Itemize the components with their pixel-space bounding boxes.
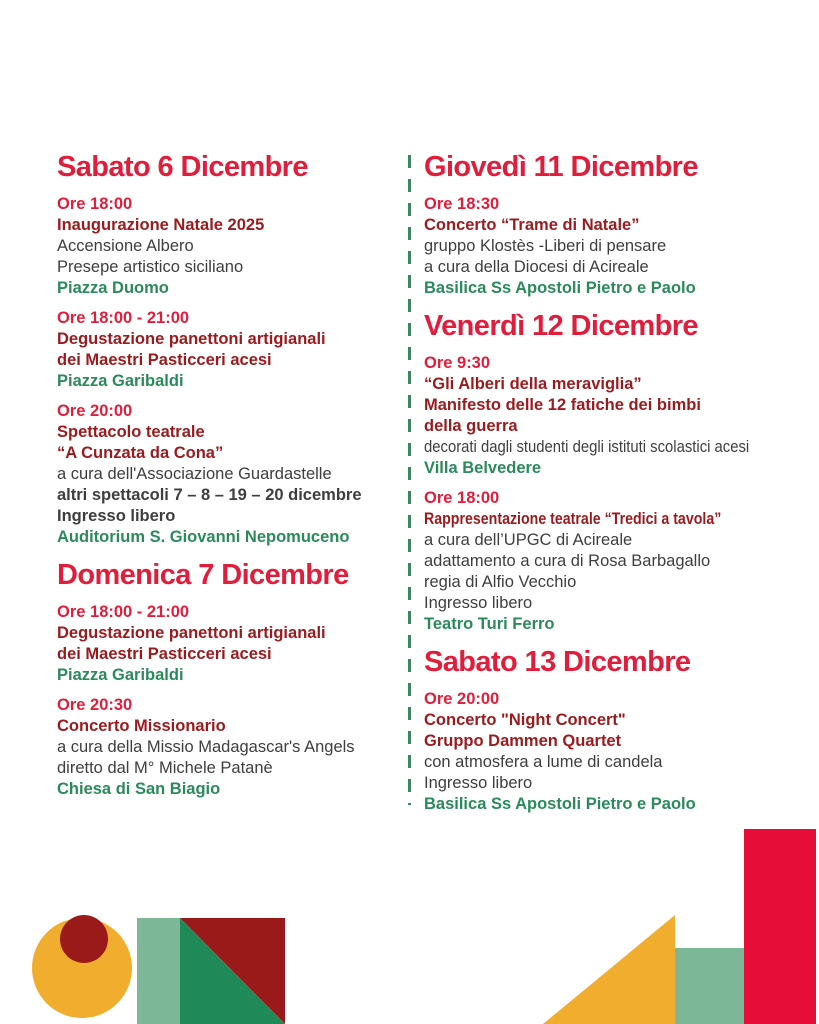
event-time: Ore 20:00 xyxy=(424,690,500,708)
section-giovedi-11 xyxy=(424,150,802,299)
event-title: “Gli Alberi della meraviglia” xyxy=(424,375,642,393)
event-venue: Basilica Ss Apostoli Pietro e Paolo xyxy=(424,279,696,297)
event-title: Concerto "Night Concert" xyxy=(424,711,626,729)
event-time: Ore 20:00 xyxy=(57,402,133,420)
event-title: Rappresentazione teatrale “Tredici a tavola” xyxy=(424,510,722,528)
event xyxy=(424,689,802,815)
day-heading: Venerdì 12 Dicembre xyxy=(424,310,698,342)
event xyxy=(424,194,802,299)
event-detail: Ingresso libero xyxy=(424,594,533,612)
light-green-rectangle-shape xyxy=(137,918,180,1024)
event-venue: Piazza Duomo xyxy=(57,279,169,297)
event xyxy=(57,401,392,548)
event-title: Concerto “Trame di Natale” xyxy=(424,216,640,234)
event-venue: Auditorium S. Giovanni Nepomuceno xyxy=(57,528,350,546)
event-title: Concerto Missionario xyxy=(57,717,226,735)
red-rectangle-shape xyxy=(744,829,816,1024)
event-time: Ore 18:00 - 21:00 xyxy=(57,603,190,621)
event xyxy=(57,602,392,686)
event-title: Spettacolo teatrale xyxy=(57,423,205,441)
green-rectangle-shape xyxy=(675,948,744,1024)
section-sabato-6 xyxy=(57,150,392,548)
day-heading: Giovedì 11 Dicembre xyxy=(424,151,698,183)
event xyxy=(57,194,392,299)
event-title: Manifesto delle 12 fatiche dei bimbi xyxy=(424,396,701,414)
day-heading: Sabato 13 Dicembre xyxy=(424,646,691,678)
yellow-triangle-shape xyxy=(543,915,675,1024)
column-right xyxy=(424,150,802,824)
event-title: dei Maestri Pasticceri acesi xyxy=(57,645,272,663)
column-divider xyxy=(408,155,411,805)
event-venue: Villa Belvedere xyxy=(424,459,542,477)
event-title: dei Maestri Pasticceri acesi xyxy=(57,351,272,369)
event-venue: Piazza Garibaldi xyxy=(57,372,184,390)
event-detail: diretto dal M° Michele Patanè xyxy=(57,759,273,777)
event xyxy=(424,353,802,479)
event xyxy=(424,488,802,635)
event-detail: gruppo Klostès -Liberi di pensare xyxy=(424,237,667,255)
event-detail: decorati dagli studenti degli istituti scolastici acesi xyxy=(424,438,750,456)
day-heading: Domenica 7 Dicembre xyxy=(57,559,349,591)
section-domenica-7 xyxy=(57,558,392,800)
event-detail: Ingresso libero xyxy=(57,507,176,525)
day-heading: Sabato 6 Dicembre xyxy=(57,151,308,183)
event-detail: a cura della Missio Madagascar's Angels xyxy=(57,738,355,756)
event-time: Ore 18:00 xyxy=(57,195,133,213)
event-detail: a cura della Diocesi di Acireale xyxy=(424,258,649,276)
event-time: Ore 20:30 xyxy=(57,696,133,714)
event-detail: regia di Alfio Vecchio xyxy=(424,573,577,591)
event-title: Inaugurazione Natale 2025 xyxy=(57,216,265,234)
diagonal-split-square-shape xyxy=(180,918,285,1024)
event-venue: Teatro Turi Ferro xyxy=(424,615,555,633)
event-detail: adattamento a cura di Rosa Barbagallo xyxy=(424,552,711,570)
dark-red-circle-shape xyxy=(60,915,108,963)
event-time: Ore 9:30 xyxy=(424,354,491,372)
event xyxy=(57,695,392,800)
event-detail: Presepe artistico siciliano xyxy=(57,258,244,276)
event-time: Ore 18:00 - 21:00 xyxy=(57,309,190,327)
event-detail: a cura dell’UPGC di Acireale xyxy=(424,531,633,549)
section-venerdi-12 xyxy=(424,309,802,635)
event-title: Degustazione panettoni artigianali xyxy=(57,624,326,642)
event xyxy=(57,308,392,392)
event-detail: Ingresso libero xyxy=(424,774,533,792)
event-detail: a cura dell'Associazione Guardastelle xyxy=(57,465,332,483)
event-venue: Basilica Ss Apostoli Pietro e Paolo xyxy=(424,795,696,813)
event-title: “A Cunzata da Cona” xyxy=(57,444,224,462)
event-title: Degustazione panettoni artigianali xyxy=(57,330,326,348)
event-detail: Accensione Albero xyxy=(57,237,194,255)
event-time: Ore 18:00 xyxy=(424,489,500,507)
event-venue: Piazza Garibaldi xyxy=(57,666,184,684)
event-detail: con atmosfera a lume di candela xyxy=(424,753,663,771)
event-venue: Chiesa di San Biagio xyxy=(57,780,221,798)
event-detail: altri spettacoli 7 – 8 – 19 – 20 dicembre xyxy=(57,486,362,504)
event-title: Gruppo Dammen Quartet xyxy=(424,732,622,750)
column-left xyxy=(57,150,392,809)
section-sabato-13 xyxy=(424,645,802,815)
event-time: Ore 18:30 xyxy=(424,195,500,213)
event-title: della guerra xyxy=(424,417,518,435)
